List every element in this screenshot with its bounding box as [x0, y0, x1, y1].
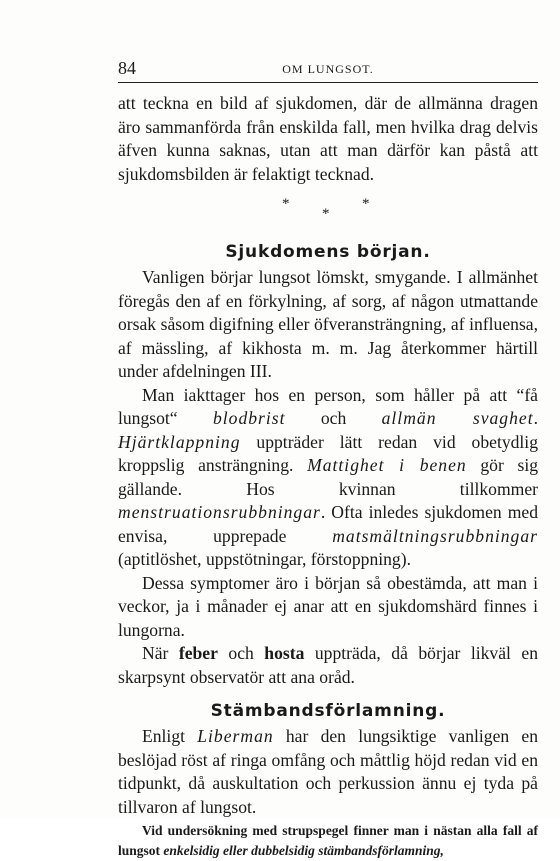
page-header — [118, 58, 538, 80]
running-title: OM LUNGSOT. — [282, 62, 374, 76]
page-body — [118, 92, 538, 861]
bold-term: hosta — [264, 643, 305, 663]
emphasis: menstruationsrubbningar — [118, 502, 321, 522]
paragraph: När feber och hosta uppträda, då börjar likväl en skarpsynt observatör att ana oråd. — [118, 643, 539, 687]
emphasis: Mattighet i benen — [307, 455, 467, 475]
paragraph: Man iakttager hos en person, som håller på att “få lungsot“ blodbrist och allmän svaghet. Hjärtklappning uppträder lätt redan vid obetydlig kroppslig ansträngning. Mattighet i benen gör sig gällande. Hos kvinnan tillkommer menstruationsrubbningar. Ofta inledes sjukdomen med envisa, upprepade matsmältningsrubbningar (aptitlöshet, uppstötningar, förstoppning). — [118, 384, 539, 569]
bold-term: feber — [178, 643, 218, 663]
paragraph: Vanligen börjar lungsot lömskt, smygande. I allmänhet föregås den af en förkylning, af sorg, af någon utmattande orsak såsom digifning eller öfveransträngning, af influensa, af mässling, af kikhosta m. m. Jag återkommer härtill under afdelningen III. — [118, 267, 538, 381]
header-rule — [118, 82, 538, 83]
section-heading: Sjukdomens början. — [225, 242, 431, 262]
paragraph: Dessa symptomer äro i början så obestämda, att man i veckor, ja i månader ej anar att en sjukdomshärd finnes i lungorna. — [118, 572, 538, 640]
emphasis: blodbrist — [212, 408, 286, 428]
footnote-paragraph: Vid undersökning med strupspegel finner man i nästan alla fall af lungsot enkelsidig eller dubbelsidig stämbandsförlamning, — [118, 823, 538, 858]
asterisk-middle: * — [322, 206, 330, 222]
emphasis: matsmältningsrubbningar — [332, 525, 538, 546]
paragraph: Enligt Liberman har den lungsiktige vanligen en beslöjad röst af ringa omfång och måttlig höjd redan vid en tidpunkt, då auskultation och perkussion ännu ej tyda på tillvaron af lungsot. — [118, 726, 538, 817]
asterisk-left: * — [282, 196, 290, 212]
emphasis: Liberman — [197, 726, 274, 746]
page-number: 84 — [118, 58, 136, 78]
intro-paragraph: att teckna en bild af sjukdomen, där de allmänna dragen äro sammanförda från enskilda fall, men hvilka drag delvis äfven kunna saknas, utan att man därför kan påstå att sjukdomsbilden är felaktigt tecknad. — [118, 93, 538, 184]
emphasis: allmän svaghet — [381, 408, 534, 428]
section-divider — [118, 186, 538, 228]
asterisk-right: * — [362, 196, 370, 212]
emphasis: enkelsidig eller dubbelsidig stämbandsförlamning, — [163, 843, 444, 858]
section-heading: Stämbandsförlamning. — [210, 701, 446, 721]
emphasis: Hjärtklappning — [118, 431, 241, 452]
